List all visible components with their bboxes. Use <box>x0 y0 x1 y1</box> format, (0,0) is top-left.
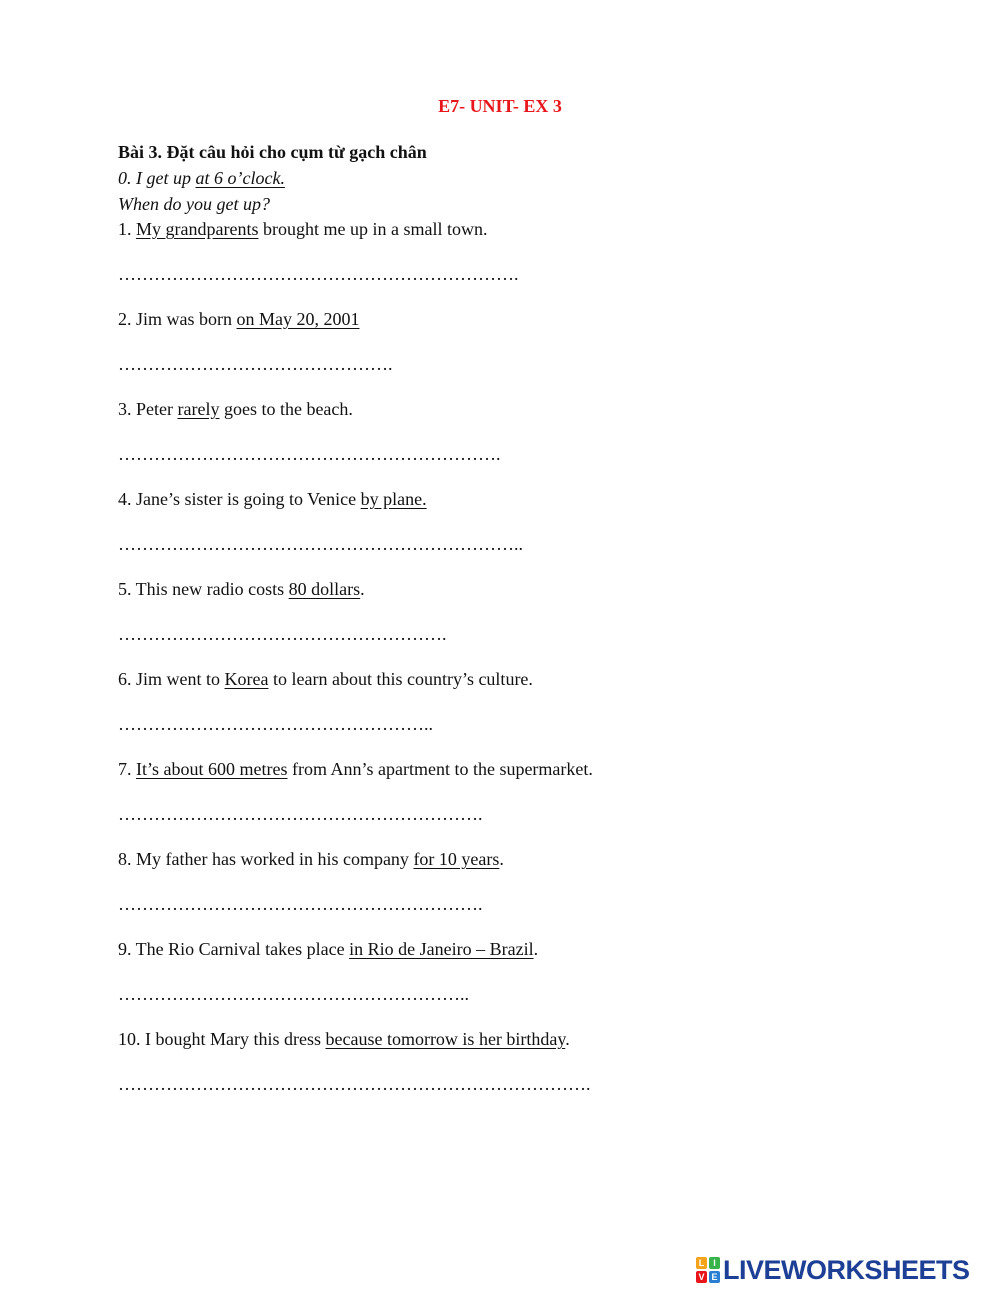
question-9 <box>118 938 538 960</box>
underlined-phrase: My grandparents <box>136 219 259 239</box>
question-text: 8. My father has worked in his company <box>118 849 414 869</box>
question-10 <box>118 1028 570 1050</box>
question-text: 6. Jim went to <box>118 669 225 689</box>
question-text-end: . <box>565 1029 570 1049</box>
logo-tile: E <box>709 1271 720 1283</box>
liveworksheets-logo <box>696 1256 970 1284</box>
underlined-phrase: because tomorrow is her birthday <box>325 1029 566 1049</box>
answer-line-2[interactable]: ………………………………………. <box>118 354 393 374</box>
example-answer: When do you get up? <box>118 194 270 214</box>
exercise-instruction: Bài 3. Đặt câu hỏi cho cụm từ gạch chân <box>118 142 427 162</box>
question-text-end: to learn about this country’s culture. <box>268 669 533 689</box>
underlined-phrase: by plane. <box>360 489 427 509</box>
question-6 <box>118 668 533 690</box>
answer-line-9[interactable]: ………………………………………………….. <box>118 984 469 1004</box>
underlined-phrase: It’s about 600 metres <box>136 759 288 779</box>
question-3 <box>118 398 353 420</box>
underlined-phrase: 80 dollars <box>288 579 361 599</box>
underlined-phrase: rarely <box>177 399 220 419</box>
logo-tile: L <box>696 1257 707 1269</box>
question-4 <box>118 488 427 510</box>
question-text-end: . <box>533 939 539 959</box>
answer-line-1[interactable]: …………………………………………………………. <box>118 264 519 284</box>
answer-line-10[interactable]: ……………………………………………………………………. <box>118 1074 591 1094</box>
answer-line-6[interactable]: …………………………………………….. <box>118 714 433 734</box>
question-text-end: . <box>499 849 504 869</box>
logo-tiles-icon <box>696 1257 720 1283</box>
question-text: 2. Jim was born <box>118 309 237 329</box>
question-8 <box>118 848 504 870</box>
underlined-phrase: for 10 years <box>413 849 500 869</box>
example-prefix: 0. I get up <box>118 168 196 188</box>
logo-tile: I <box>709 1257 720 1269</box>
answer-line-5[interactable]: ………………………………………………. <box>118 624 447 644</box>
question-text: 5. This new radio costs <box>118 579 289 599</box>
question-text-end: . <box>360 579 365 599</box>
question-text: 3. Peter <box>118 399 178 419</box>
answer-line-4[interactable]: ………………………………………………………….. <box>118 534 523 554</box>
question-text-end: from Ann’s apartment to the supermarket. <box>287 759 593 779</box>
answer-line-7[interactable]: ……………………………………………………. <box>118 804 483 824</box>
question-7 <box>118 758 593 780</box>
question-text: 1. <box>118 219 136 239</box>
underlined-phrase: on May 20, 2001 <box>236 309 360 329</box>
answer-line-3[interactable]: ………………………………………………………. <box>118 444 501 464</box>
example-underlined: at 6 o’clock. <box>195 168 285 188</box>
logo-text: LIVEWORKSHEETS <box>723 1255 970 1285</box>
question-5 <box>118 578 365 600</box>
underlined-phrase: Korea <box>224 669 269 689</box>
question-text-end: goes to the beach. <box>219 399 353 419</box>
answer-line-8[interactable]: ……………………………………………………. <box>118 894 483 914</box>
question-text: 9. The Rio Carnival takes place <box>118 939 350 959</box>
question-2 <box>118 308 360 330</box>
question-text: 7. <box>118 759 136 779</box>
question-1 <box>118 218 487 240</box>
example-question <box>118 167 285 189</box>
underlined-phrase: in Rio de Janeiro – Brazil <box>349 939 534 959</box>
question-text: 10. I bought Mary this dress <box>118 1029 326 1049</box>
question-text: 4. Jane’s sister is going to Venice <box>118 489 361 509</box>
worksheet-title: E7- UNIT- EX 3 <box>438 96 562 116</box>
logo-tile: V <box>696 1271 707 1283</box>
question-text-end: brought me up in a small town. <box>258 219 488 239</box>
